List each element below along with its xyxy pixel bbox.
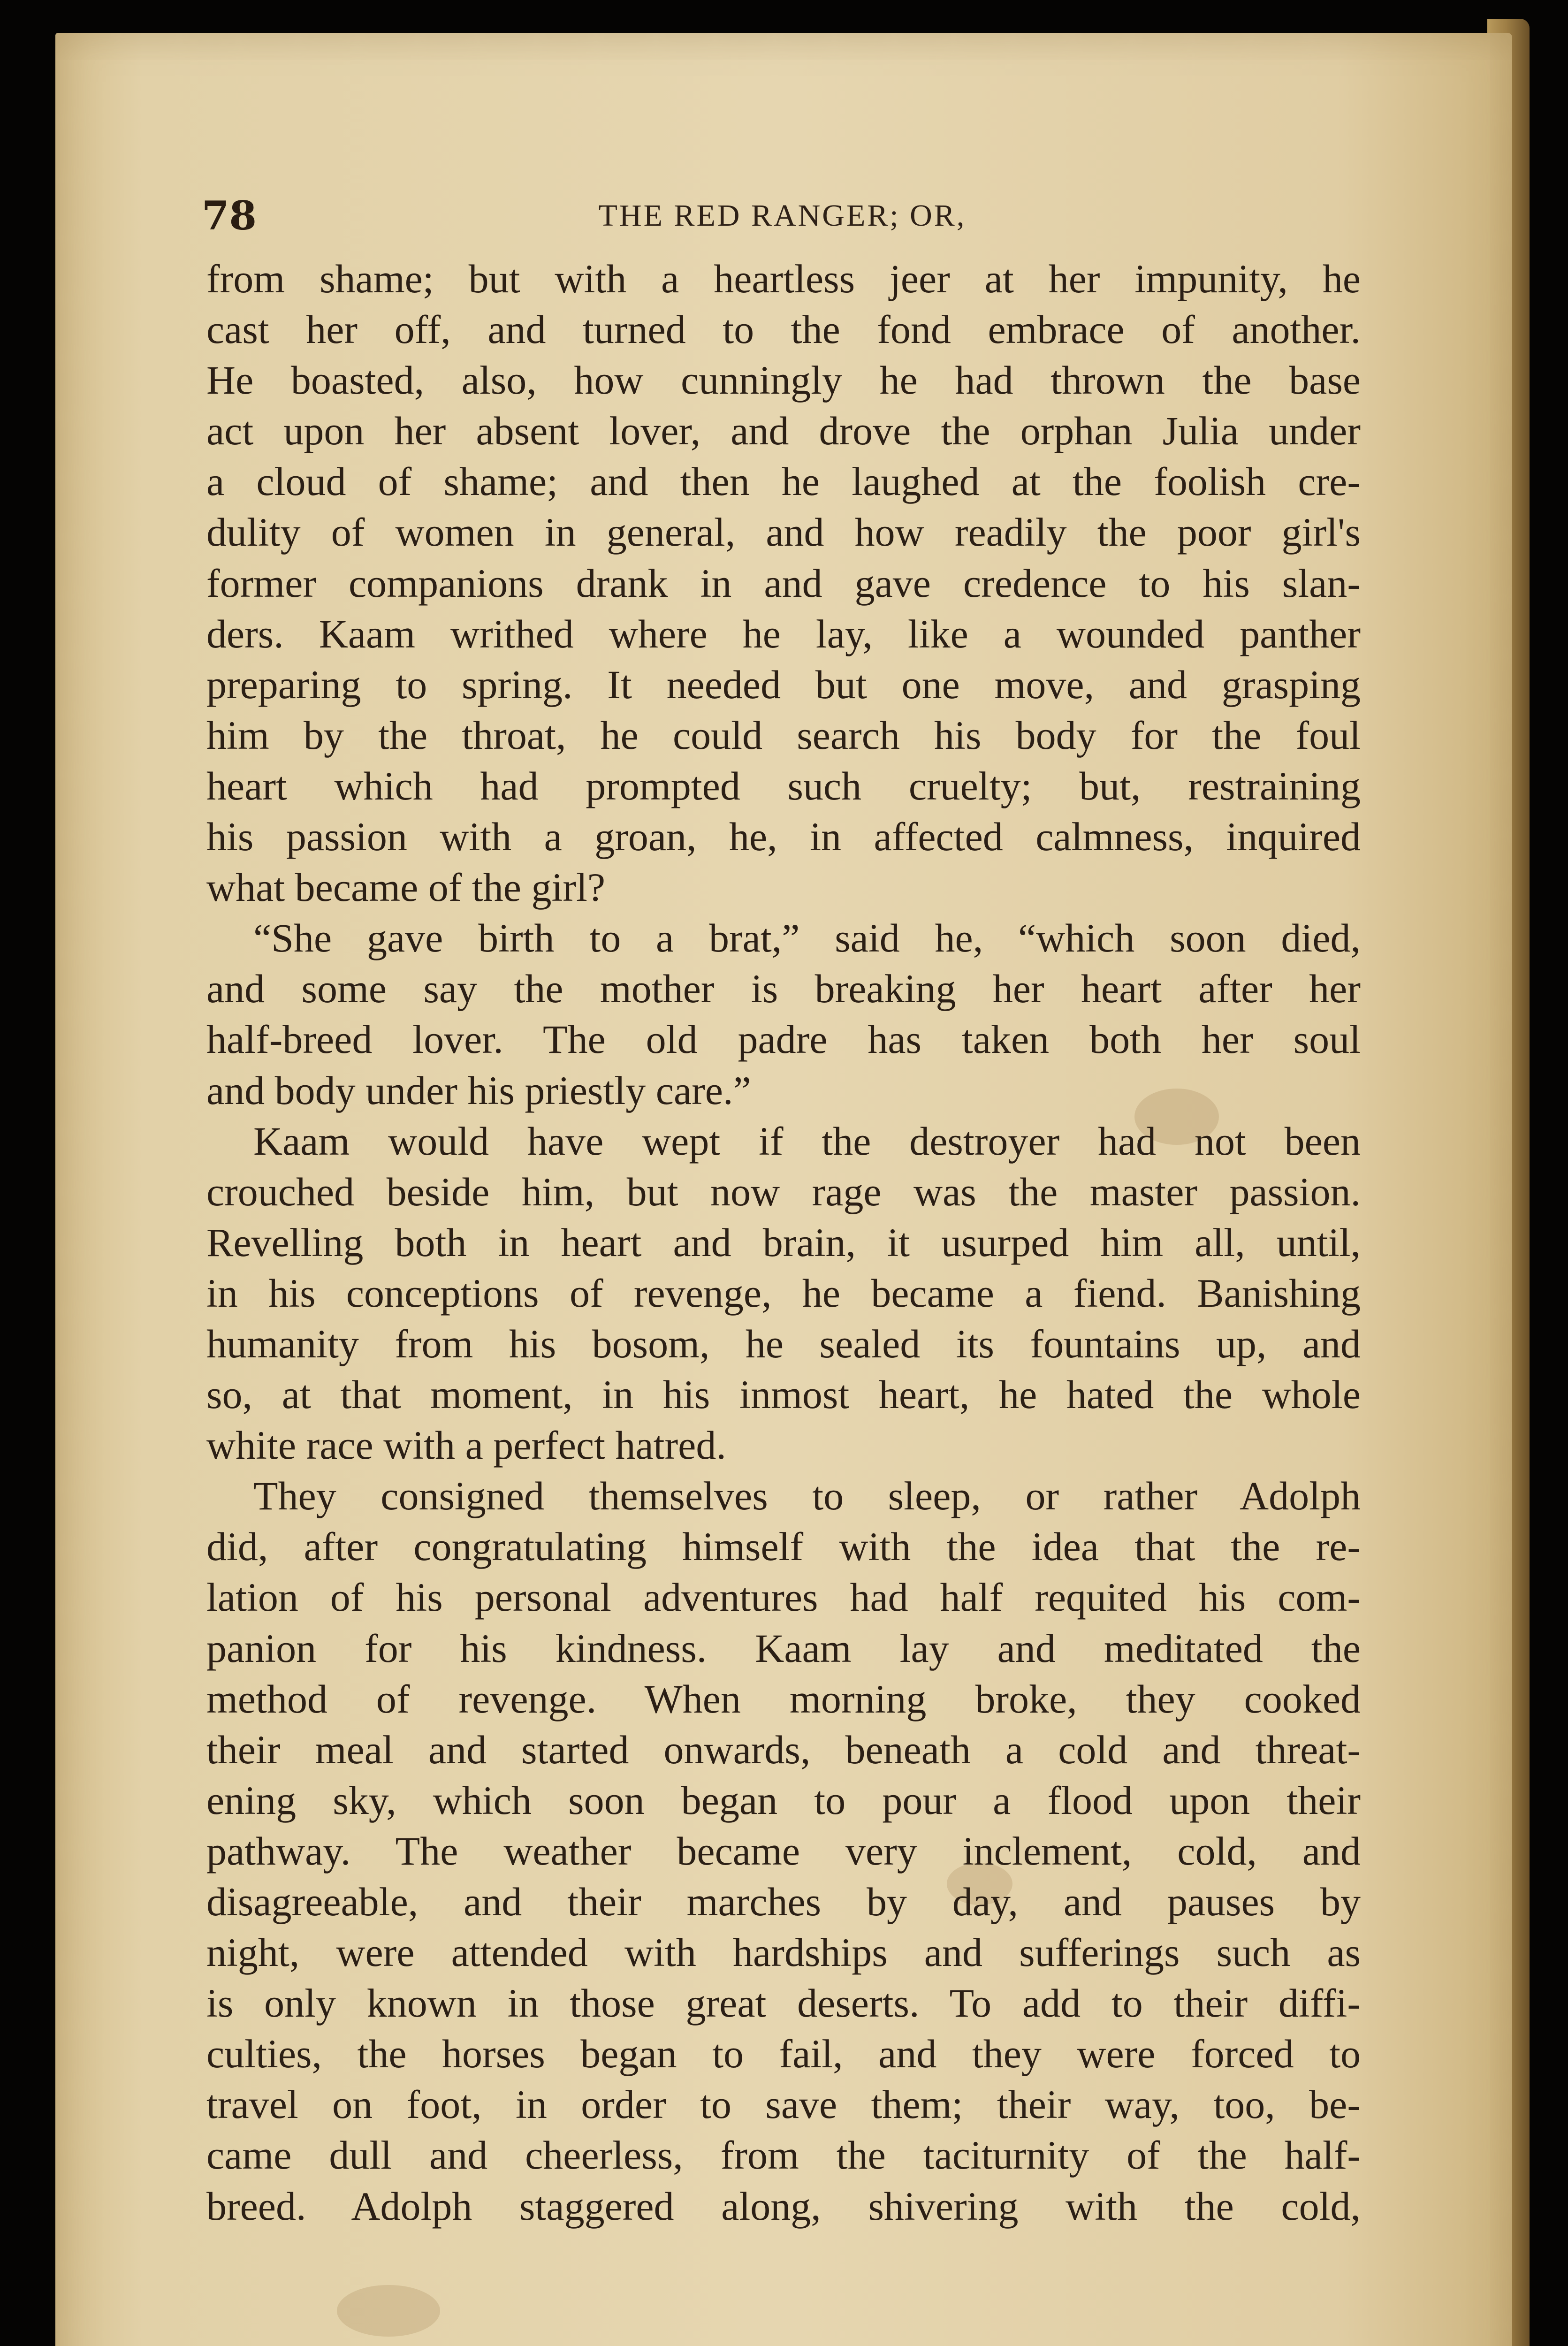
page-number: 78 — [202, 192, 257, 239]
text-line: panion for his kindness. Kaam lay and meditated the — [206, 1625, 1361, 1671]
text-line: from shame; but with a heartless jeer at her impunity, he — [206, 256, 1361, 301]
running-head: THE RED RANGER; OR, — [598, 198, 967, 233]
paragraph-last-line: and body under his priestly care.” — [206, 1067, 751, 1113]
text-line: ders. Kaam writhed where he lay, like a wounded panther — [206, 611, 1361, 656]
text-line: humanity from his bosom, he sealed its fountains up, and — [206, 1321, 1361, 1366]
paragraph-first-line: They consigned themselves to sleep, or rather Adolph — [253, 1473, 1361, 1519]
text-line: former companions drank in and gave credence to his slan- — [206, 560, 1361, 606]
text-line: crouched beside him, but now rage was the master passion. — [206, 1169, 1361, 1214]
text-line: did, after congratulating himself with the idea that the re- — [206, 1524, 1361, 1569]
text-line: his passion with a groan, he, in affected calmness, inquired — [206, 814, 1361, 860]
text-line: disagreeable, and their marches by day, and pauses by — [206, 1879, 1361, 1924]
text-line: night, were attended with hardships and sufferings such as — [206, 1930, 1361, 1975]
text-line: Revelling both in heart and brain, it usurped him all, until, — [206, 1219, 1361, 1265]
paper-stain — [337, 2285, 440, 2337]
text-line: a cloud of shame; and then he laughed at the foolish cre- — [206, 459, 1361, 504]
paragraph-last-line: white race with a perfect hatred. — [206, 1423, 726, 1468]
text-line: half-breed lover. The old padre has taken both her soul — [206, 1017, 1361, 1062]
text-line: dulity of women in general, and how readily the poor girl's — [206, 510, 1361, 555]
text-line: lation of his personal adventures had half requited his com- — [206, 1575, 1361, 1620]
text-line: travel on foot, in order to save them; their way, too, be- — [206, 2082, 1361, 2127]
text-line: pathway. The weather became very inclement, cold, and — [206, 1828, 1361, 1874]
text-line: their meal and started onwards, beneath a cold and threat- — [206, 1727, 1361, 1772]
text-line: heart which had prompted such cruelty; but, restraining — [206, 763, 1361, 808]
text-line: him by the throat, he could search his body for the foul — [206, 712, 1361, 758]
text-line: culties, the horses began to fail, and they were forced to — [206, 2031, 1361, 2077]
text-line: is only known in those great deserts. To add to their diffi- — [206, 1980, 1361, 2026]
paragraph-first-line: “She gave birth to a brat,” said he, “which soon died, — [253, 915, 1361, 961]
text-line: breed. Adolph staggered along, shivering with the cold, — [206, 2183, 1361, 2229]
text-line: in his conceptions of revenge, he became a fiend. Banishing — [206, 1270, 1361, 1316]
text-line: came dull and cheerless, from the taciturnity of the half- — [206, 2133, 1361, 2178]
text-line: ening sky, which soon began to pour a flood upon their — [206, 1777, 1361, 1823]
paragraph-first-line: Kaam would have wept if the destroyer had not been — [253, 1118, 1361, 1164]
text-line: act upon her absent lover, and drove the orphan Julia under — [206, 408, 1361, 454]
text-line: He boasted, also, how cunningly he had thrown the base — [206, 358, 1361, 403]
page-header — [202, 190, 1363, 242]
text-line: so, at that moment, in his inmost heart, he hated the whole — [206, 1372, 1361, 1417]
text-line: method of revenge. When morning broke, they cooked — [206, 1676, 1361, 1721]
body-text — [206, 253, 1361, 2232]
text-line: preparing to spring. It needed but one move, and grasping — [206, 662, 1361, 707]
text-line: cast her off, and turned to the fond embrace of another. — [206, 307, 1361, 352]
paragraph-last-line: what became of the girl? — [206, 865, 606, 910]
text-line: and some say the mother is breaking her heart after her — [206, 966, 1361, 1012]
